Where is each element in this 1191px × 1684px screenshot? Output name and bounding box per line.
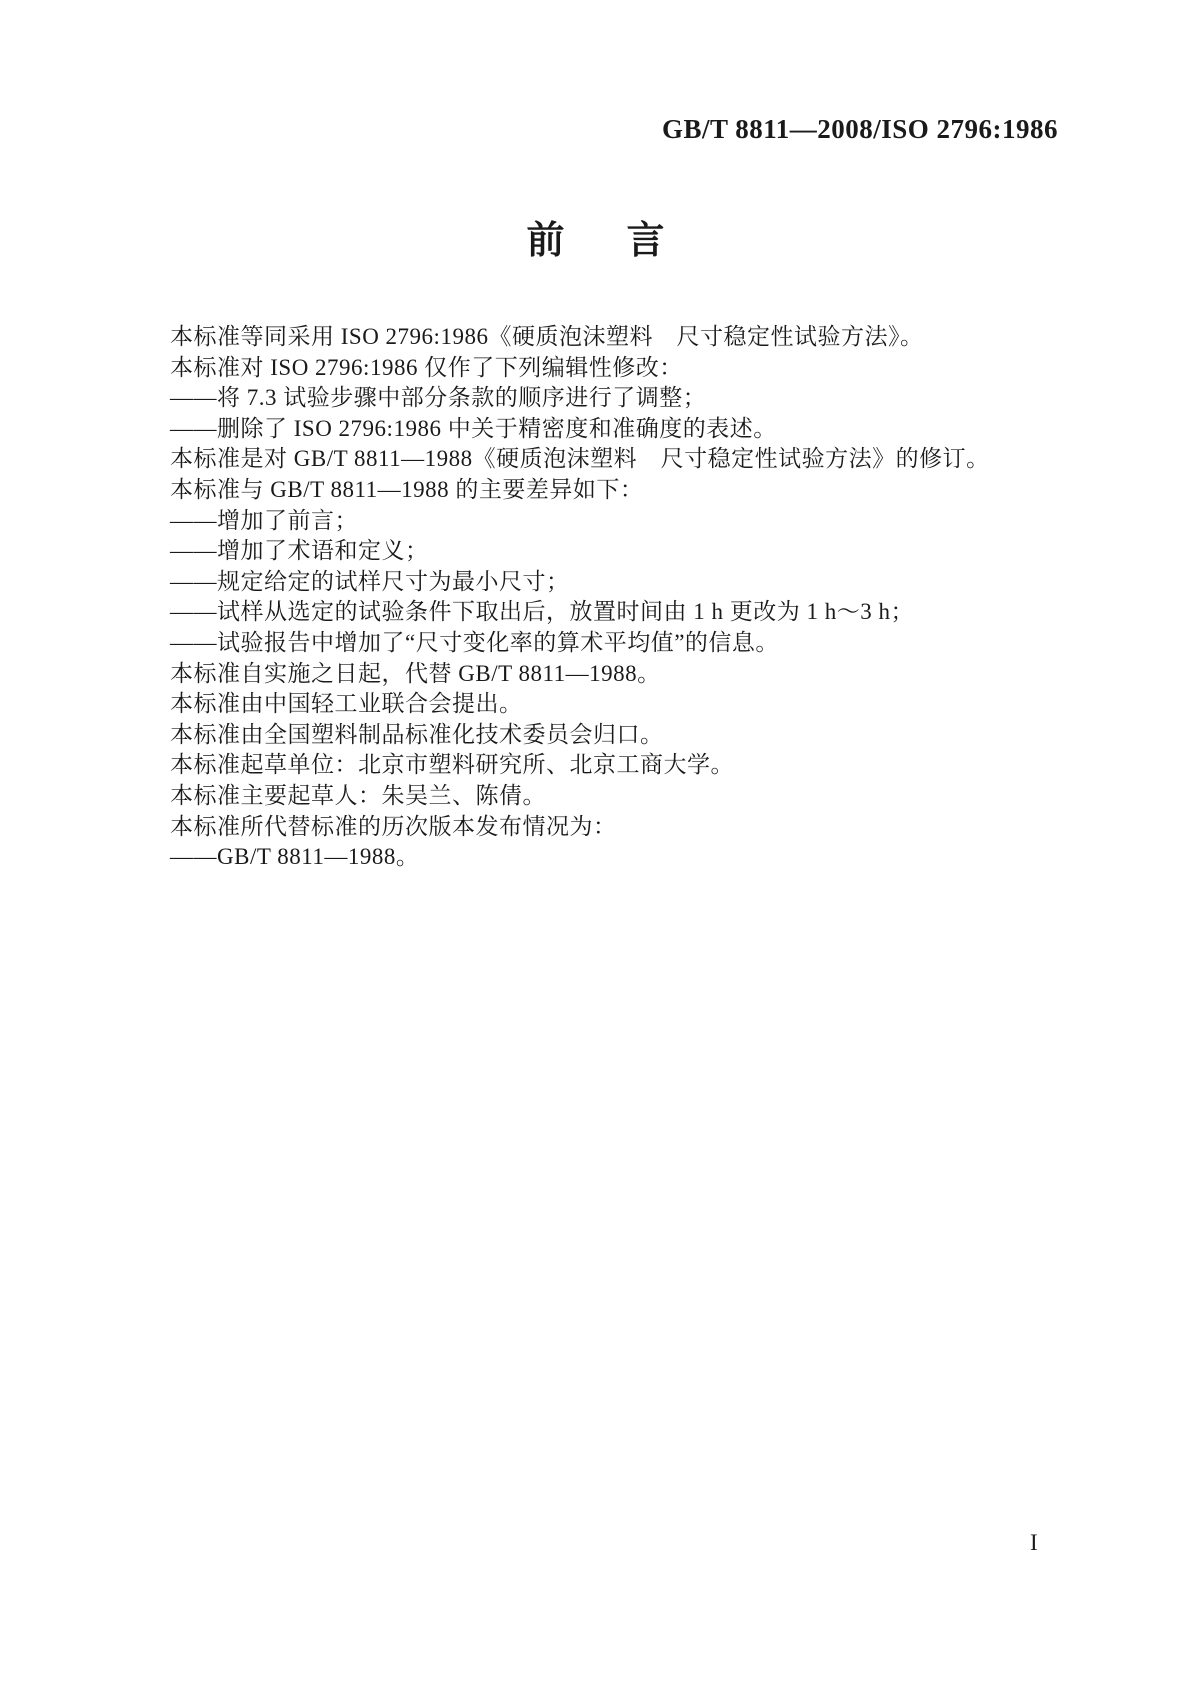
paragraph-line: 本标准所代替标准的历次版本发布情况为： [170, 813, 617, 839]
paragraph-line: 本标准与 GB/T 8811—1988 的主要差异如下： [170, 476, 644, 502]
paragraph-line: ——增加了前言； [170, 507, 358, 533]
paragraph-line: 本标准主要起草人：朱吴兰、陈倩。 [170, 782, 546, 808]
paragraph-line: ——将 7.3 试验步骤中部分条款的顺序进行了调整； [170, 385, 707, 411]
paragraph-line: 本标准自实施之日起，代替 GB/T 8811—1988。 [170, 660, 661, 686]
standard-code-header: GB/T 8811—2008/ISO 2796:1986 [661, 114, 1058, 144]
foreword-body [170, 322, 1071, 873]
paragraph-line: ——删除了 ISO 2796:1986 中关于精密度和准确度的表述。 [170, 415, 777, 441]
paragraph-line: ——规定给定的试样尺寸为最小尺寸； [170, 568, 570, 594]
page-number: I [1030, 1530, 1038, 1555]
paragraph-line: 本标准是对 GB/T 8811—1988《硬质泡沫塑料 尺寸稳定性试验方法》的修订。 [170, 446, 990, 472]
paragraph-line: 本标准等同采用 ISO 2796:1986《硬质泡沫塑料 尺寸稳定性试验方法》。 [170, 324, 924, 349]
paragraph-line: 本标准起草单位：北京市塑料研究所、北京工商大学。 [170, 752, 734, 778]
page-title [0, 222, 1191, 260]
title-char-2: 言 [626, 220, 665, 262]
paragraph-line: ——试验报告中增加了“尺寸变化率的算术平均值”的信息。 [170, 629, 779, 655]
paragraph-line: 本标准对 ISO 2796:1986 仅作了下列编辑性修改： [170, 354, 683, 380]
paragraph-line: ——试样从选定的试验条件下取出后，放置时间由 1 h 更改为 1 h～3 h； [170, 599, 914, 625]
paragraph-line: ——增加了术语和定义； [170, 538, 429, 564]
paragraph-line: 本标准由中国轻工业联合会提出。 [170, 691, 523, 717]
paragraph-line: 本标准由全国塑料制品标准化技术委员会归口。 [170, 721, 664, 747]
paragraph-line: ——GB/T 8811—1988。 [170, 844, 420, 870]
title-char-1: 前 [526, 220, 565, 262]
